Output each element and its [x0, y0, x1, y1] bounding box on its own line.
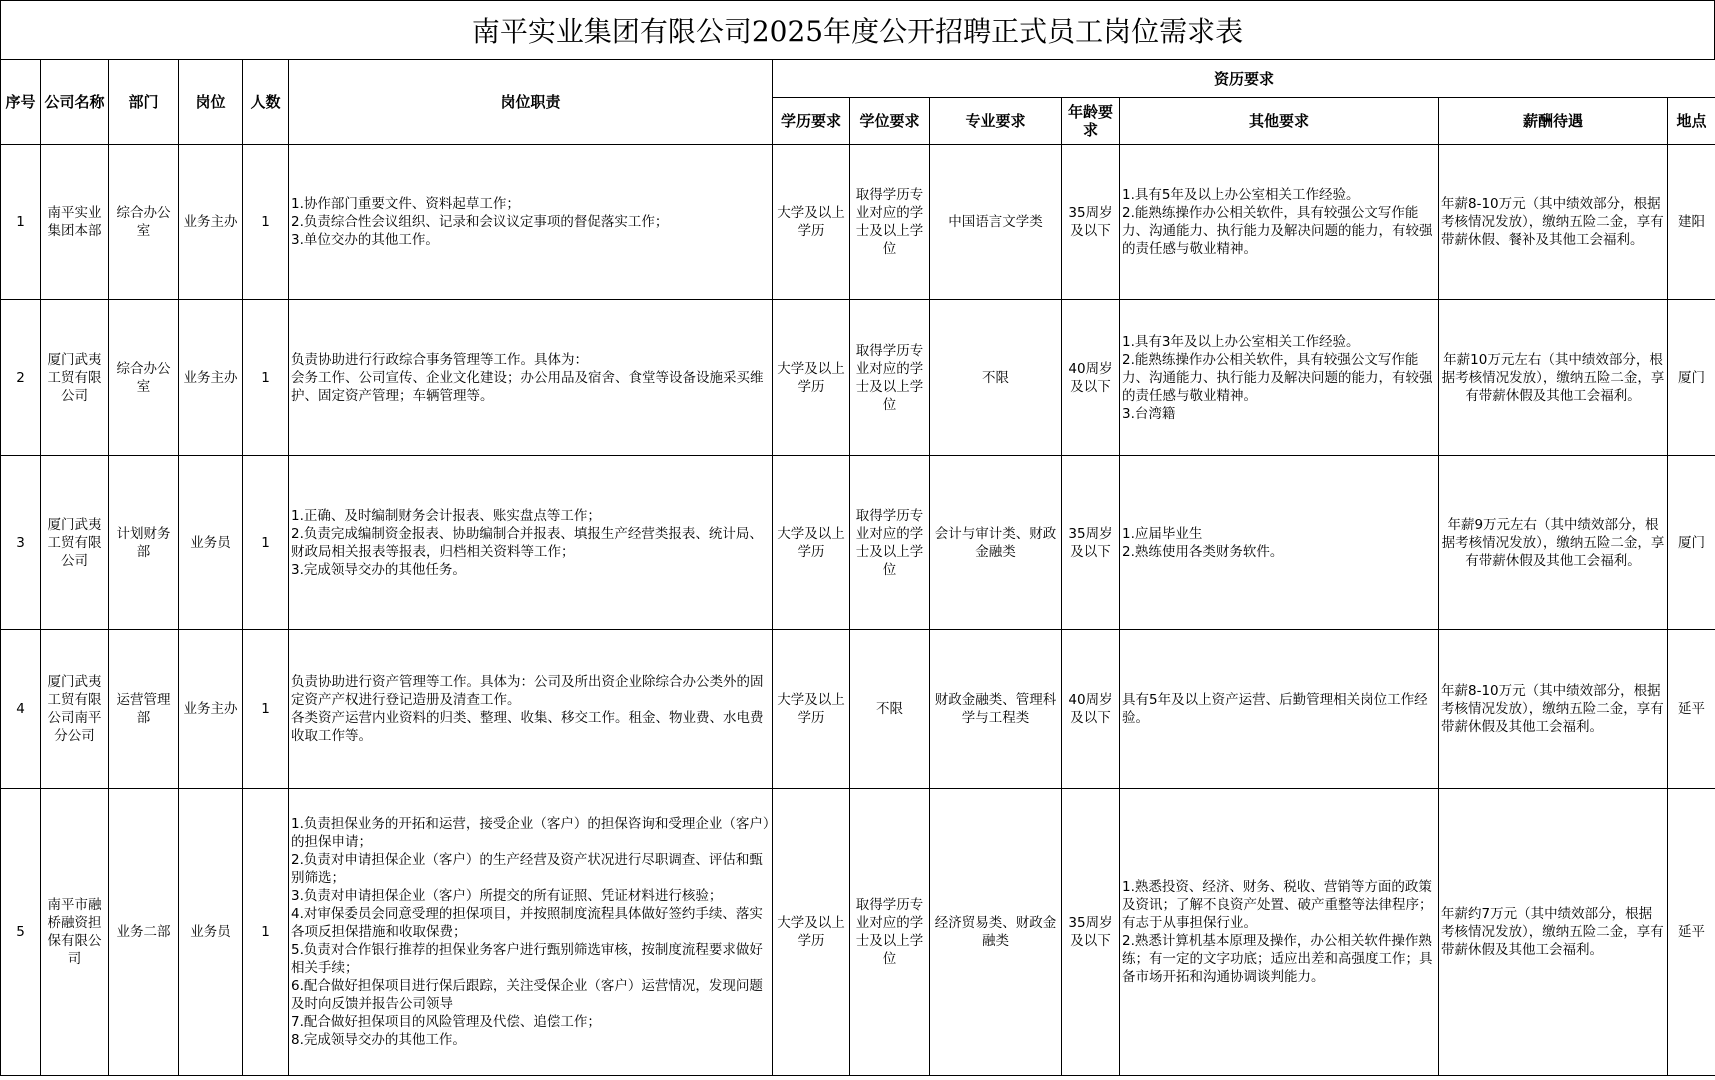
cell-location: 延平: [1668, 789, 1715, 1076]
cell-salary: 年薪约7万元（其中绩效部分，根据考核情况发放），缴纳五险二金，享有带薪休假及其他工会福利。: [1439, 789, 1668, 1076]
cell-age: 35周岁及以下: [1062, 789, 1120, 1076]
cell-position: 业务员: [179, 789, 243, 1076]
cell-major: 经济贸易类、财政金融类: [930, 789, 1062, 1076]
duty-line: 1.负责担保业务的开拓和运营，接受企业（客户）的担保咨询和受理企业（客户）的担保申请；: [291, 816, 770, 850]
duty-line: 8.完成领导交办的其他工作。: [291, 1032, 466, 1048]
cell-duty: [289, 630, 773, 789]
cell-duty: [289, 456, 773, 630]
duty-line: 各类资产运营内业资料的归类、整理、收集、移交工作。租金、物业费、水电费收取工作等。: [291, 710, 764, 744]
table-row: [1, 789, 1715, 1076]
cell-count: 1: [243, 789, 289, 1076]
cell-seq: 5: [1, 789, 41, 1076]
cell-seq: 1: [1, 145, 41, 300]
cell-dept: 计划财务部: [109, 456, 179, 630]
cell-degree: 不限: [850, 630, 930, 789]
cell-salary: 年薪8-10万元（其中绩效部分，根据考核情况发放），缴纳五险二金，享有带薪休假、餐补及其他工会福利。: [1439, 145, 1668, 300]
duty-line: 负责协助进行行政综合事务管理等工作。具体为：: [291, 351, 588, 368]
cell-seq: 3: [1, 456, 41, 630]
duty-line: 2.负责综合性会议组织、记录和会议议定事项的督促落实工作；: [291, 214, 669, 230]
other-line: 1.应届毕业生: [1122, 525, 1203, 542]
cell-edu: 大学及以上学历: [773, 456, 850, 630]
header-company: 公司名称: [41, 60, 109, 145]
cell-company: 厦门武夷工贸有限公司南平分公司: [41, 630, 109, 789]
header-count: 人数: [243, 60, 289, 145]
header-age: 年龄要求: [1062, 98, 1120, 145]
cell-location: 厦门: [1668, 456, 1715, 630]
cell-company: 厦门武夷工贸有限公司: [41, 456, 109, 630]
other-line: 2.能熟练操作办公相关软件，具有较强公文写作能力、沟通能力、执行能力及解决问题的能力，有较强的责任感与敬业精神。: [1122, 205, 1433, 257]
cell-salary: 年薪8-10万元（其中绩效部分，根据考核情况发放），缴纳五险二金，享有带薪休假及其他工会福利。: [1439, 630, 1668, 789]
duty-line: 3.完成领导交办的其他任务。: [291, 561, 466, 578]
header-duty: 岗位职责: [289, 60, 773, 145]
duty-line: 2.负责完成编制资金报表、协助编制合并报表、填报生产经营类报表、统计局、财政局相关报表等报表，归档相关资料等工作；: [291, 525, 763, 560]
header-other: 其他要求: [1120, 98, 1439, 145]
duty-line: 3.单位交办的其他工作。: [291, 232, 439, 248]
cell-dept: 综合办公室: [109, 300, 179, 456]
cell-location: 厦门: [1668, 300, 1715, 456]
other-line: 2.熟悉计算机基本原理及操作，办公相关软件操作熟练；有一定的文字功底；适应出差和高强度工作；具备市场开拓和沟通协调谈判能力。: [1122, 933, 1433, 985]
position-table: [0, 59, 1715, 1076]
cell-other: [1120, 630, 1439, 789]
cell-salary: 年薪9万元左右（其中绩效部分，根据考核情况发放），缴纳五险二金，享有带薪休假及其他工会福利。: [1439, 456, 1668, 630]
table-row: [1, 456, 1715, 630]
other-line: 3.台湾籍: [1122, 405, 1176, 422]
cell-company: 厦门武夷工贸有限公司: [41, 300, 109, 456]
table-row: [1, 630, 1715, 789]
duty-line: 5.负责对合作银行推荐的担保业务客户进行甄别筛选审核，按制度流程要求做好相关手续；: [291, 942, 763, 976]
header-degree: 学位要求: [850, 98, 930, 145]
cell-position: 业务主办: [179, 145, 243, 300]
duty-line: 负责协助进行资产管理等工作。具体为：公司及所出资企业除综合办公类外的固定资产产权进行登记造册及清查工作。: [291, 674, 764, 708]
cell-major: 中国语言文学类: [930, 145, 1062, 300]
header-position: 岗位: [179, 60, 243, 145]
cell-company: 南平实业集团本部: [41, 145, 109, 300]
duty-line: 会务工作、公司宣传、企业文化建设；办公用品及宿舍、食堂等设备设施采买维护、固定资产管理；车辆管理等。: [291, 369, 764, 404]
cell-edu: 大学及以上学历: [773, 789, 850, 1076]
cell-count: 1: [243, 300, 289, 456]
cell-position: 业务员: [179, 456, 243, 630]
cell-major: 财政金融类、管理科学与工程类: [930, 630, 1062, 789]
cell-age: 35周岁及以下: [1062, 456, 1120, 630]
duty-line: 6.配合做好担保项目进行保后跟踪，关注受保企业（客户）运营情况，发现问题及时向反馈并报告公司领导: [291, 978, 763, 1012]
cell-major: 不限: [930, 300, 1062, 456]
cell-position: 业务主办: [179, 300, 243, 456]
cell-degree: 取得学历专业对应的学士及以上学位: [850, 300, 930, 456]
other-line: 1.具有3年及以上办公室相关工作经验。: [1122, 333, 1360, 350]
cell-dept: 运营管理部: [109, 630, 179, 789]
duty-line: 1.协作部门重要文件、资料起草工作；: [291, 196, 520, 212]
cell-company: 南平市融桥融资担保有限公司: [41, 789, 109, 1076]
cell-duty: [289, 145, 773, 300]
other-line: 2.熟练使用各类财务软件。: [1122, 543, 1284, 560]
header-edu: 学历要求: [773, 98, 850, 145]
header-major: 专业要求: [930, 98, 1062, 145]
cell-edu: 大学及以上学历: [773, 145, 850, 300]
cell-location: 建阳: [1668, 145, 1715, 300]
duty-line: 1.正确、及时编制财务会计报表、账实盘点等工作；: [291, 507, 601, 524]
header-salary: 薪酬待遇: [1439, 98, 1668, 145]
cell-degree: 取得学历专业对应的学士及以上学位: [850, 145, 930, 300]
cell-duty: [289, 300, 773, 456]
cell-other: [1120, 456, 1439, 630]
cell-position: 业务主办: [179, 630, 243, 789]
cell-age: 40周岁及以下: [1062, 300, 1120, 456]
other-line: 具有5年及以上资产运营、后勤管理相关岗位工作经验。: [1122, 692, 1428, 726]
other-line: 2.能熟练操作办公相关软件，具有较强公文写作能力、沟通能力、执行能力及解决问题的能力，有较强的责任感与敬业精神。: [1122, 351, 1433, 404]
cell-age: 35周岁及以下: [1062, 145, 1120, 300]
cell-count: 1: [243, 630, 289, 789]
duty-line: 7.配合做好担保项目的风险管理及代偿、追偿工作；: [291, 1014, 601, 1030]
header-seq: 序号: [1, 60, 41, 145]
cell-other: [1120, 145, 1439, 300]
duty-line: 3.负责对申请担保企业（客户）所提交的所有证照、凭证材料进行核验；: [291, 888, 723, 904]
header-dept: 部门: [109, 60, 179, 145]
cell-other: [1120, 300, 1439, 456]
table-row: [1, 300, 1715, 456]
cell-edu: 大学及以上学历: [773, 630, 850, 789]
cell-seq: 4: [1, 630, 41, 789]
cell-seq: 2: [1, 300, 41, 456]
table-row: [1, 145, 1715, 300]
cell-edu: 大学及以上学历: [773, 300, 850, 456]
cell-degree: 取得学历专业对应的学士及以上学位: [850, 789, 930, 1076]
cell-dept: 综合办公室: [109, 145, 179, 300]
cell-duty: [289, 789, 773, 1076]
cell-dept: 业务二部: [109, 789, 179, 1076]
cell-degree: 取得学历专业对应的学士及以上学位: [850, 456, 930, 630]
cell-age: 40周岁及以下: [1062, 630, 1120, 789]
other-line: 1.熟悉投资、经济、财务、税收、营销等方面的政策及资讯；了解不良资产处置、破产重整等法律程序；有志于从事担保行业。: [1122, 879, 1433, 931]
header-location: 地点: [1668, 98, 1715, 145]
cell-salary: 年薪10万元左右（其中绩效部分，根据考核情况发放），缴纳五险二金，享有带薪休假及其他工会福利。: [1439, 300, 1668, 456]
duty-line: 2.负责对申请担保企业（客户）的生产经营及资产状况进行尽职调查、评估和甄别筛选；: [291, 852, 763, 886]
page-title: 南平实业集团有限公司2025年度公开招聘正式员工岗位需求表: [0, 0, 1715, 60]
cell-location: 延平: [1668, 630, 1715, 789]
cell-major: 会计与审计类、财政金融类: [930, 456, 1062, 630]
cell-count: 1: [243, 456, 289, 630]
duty-line: 4.对审保委员会同意受理的担保项目，并按照制度流程具体做好签约手续、落实各项反担保措施和收取保费；: [291, 906, 763, 940]
cell-other: [1120, 789, 1439, 1076]
header-qualification-group: 资历要求: [773, 60, 1715, 98]
other-line: 1.具有5年及以上办公室相关工作经验。: [1122, 187, 1360, 203]
cell-count: 1: [243, 145, 289, 300]
